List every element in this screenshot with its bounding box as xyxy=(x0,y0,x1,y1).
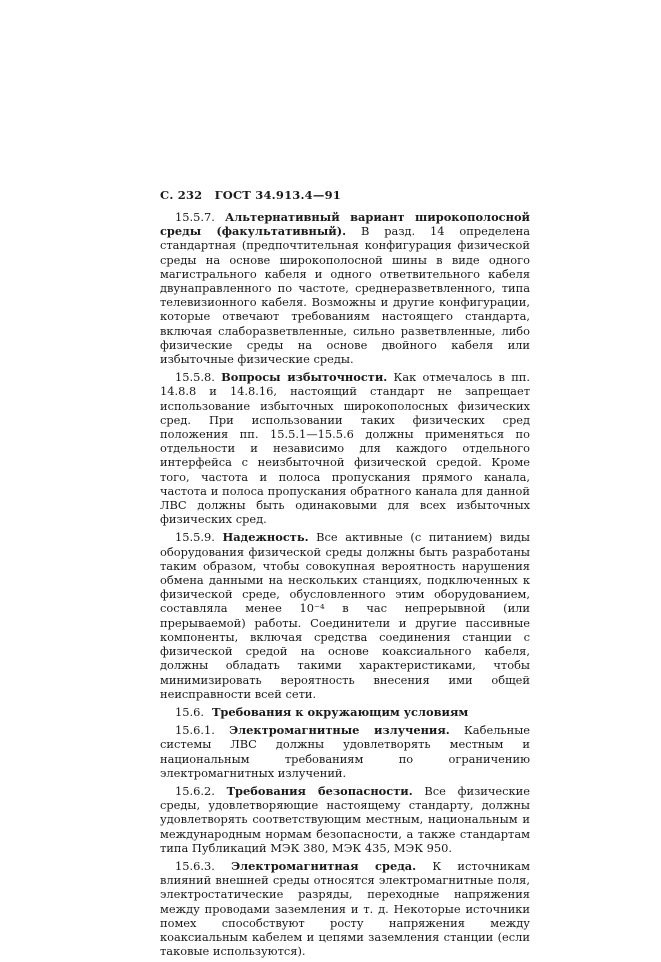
section-number: 15.5.7. xyxy=(175,210,215,224)
page-header xyxy=(160,188,349,202)
standard-id: ГОСТ 34.913.4—91 xyxy=(214,188,341,202)
section-number: 15.6.3. xyxy=(175,858,215,873)
section-title: Требования безопасности. xyxy=(226,783,413,798)
section-text: Все физические среды, удовлетворяющие настоящему стандарту, должны удовлетворять соответствующим местным, национальным и международным нормам безопасности, а также стандартам типа Публикаций МЭК 380, МЭК 435, МЭК 950. xyxy=(160,783,531,855)
section-number: 15.6.2. xyxy=(175,783,215,798)
section-title: Надежность. xyxy=(222,530,309,545)
section-15-6-2 xyxy=(160,784,530,855)
section-number: 15.6.1. xyxy=(175,723,215,738)
section-15-5-7 xyxy=(160,210,530,366)
section-text: Как отмечалось в пп. 14.8.8 и 14.8.16, настоящий стандарт не запрещает использование избыточных широкополосных физических сред. При использовании таких физических сред положения пп. 15.5.1—15.5.6 должны применяться по отдельности и независимо для каждого отдельного интерфейса с неизбыточной физической средой. Кроме того, частота и полоса пропускания прямого канала, частота и полоса пропускания обратного канала для данной ЛВС должны быть одинаковыми для всех избыточных физических сред. xyxy=(160,370,531,527)
subsection-title: Требования к окружающим условиям xyxy=(211,704,469,719)
section-text: Кабельные системы ЛВС должны удовлетворять местным и национальным требованиям по ограничению электромагнитных излучений. xyxy=(160,723,531,780)
section-title: Электромагнитная среда. xyxy=(231,858,417,873)
section-title: Вопросы избыточности. xyxy=(221,370,388,385)
section-title: Альтернативный вариант широкополосной среды (факультативный). xyxy=(160,210,530,239)
section-15-6-1 xyxy=(160,723,530,780)
page-number: С. 232 xyxy=(160,188,203,202)
section-text: В разд. 14 определена стандартная (предпочтительная конфигурация физической среды на основе широкополосной шины в виде одного магистрального кабеля и одного ответвительного кабеля двунаправленного по частоте, среднеразветвленного, типа телевизионного кабеля. Возможны и другие конфигурации, которые отвечают требованиям настоящего стандарта, включая слаборазветвленные, сильно разветвленные, либо физические среды на основе двойного кабеля или избыточные физические среды. xyxy=(160,224,530,367)
subsection-number: 15.6. xyxy=(175,704,204,719)
section-15-6-3 xyxy=(160,859,530,958)
section-15-5-9 xyxy=(160,530,530,700)
section-15-5-8 xyxy=(160,370,530,526)
section-text: К источникам влияний внешней среды относятся электромагнитные поля, электростатические разряды, переходные напряжения между проводами заземления и т. д. Некоторые источники помех способствуют росту напряжения между коаксиальным кабелем и цепями заземления станции (если таковые используются). xyxy=(160,858,531,959)
section-number: 15.5.9. xyxy=(175,530,215,545)
section-title: Электромагнитные излучения. xyxy=(229,723,450,738)
page-content xyxy=(160,210,530,962)
section-text: Все активные (с питанием) виды оборудования физической среды должны быть разработаны таким образом, чтобы совокупная вероятность нарушения обмена данными на нескольких станциях, подключенных к физической среде, обусловленного этим оборудованием, составляла менее 10⁻⁴ в час непрерывной (или прерываемой) работы. Соединители и другие пассивные компоненты, включая средства соединения станции с физической средой на основе коаксиального кабеля, должны обладать такими характеристиками, чтобы минимизировать вероятность внесения ими общей неисправности всей сети. xyxy=(160,530,531,701)
section-number: 15.5.8. xyxy=(175,370,215,385)
subsection-heading xyxy=(160,705,530,719)
